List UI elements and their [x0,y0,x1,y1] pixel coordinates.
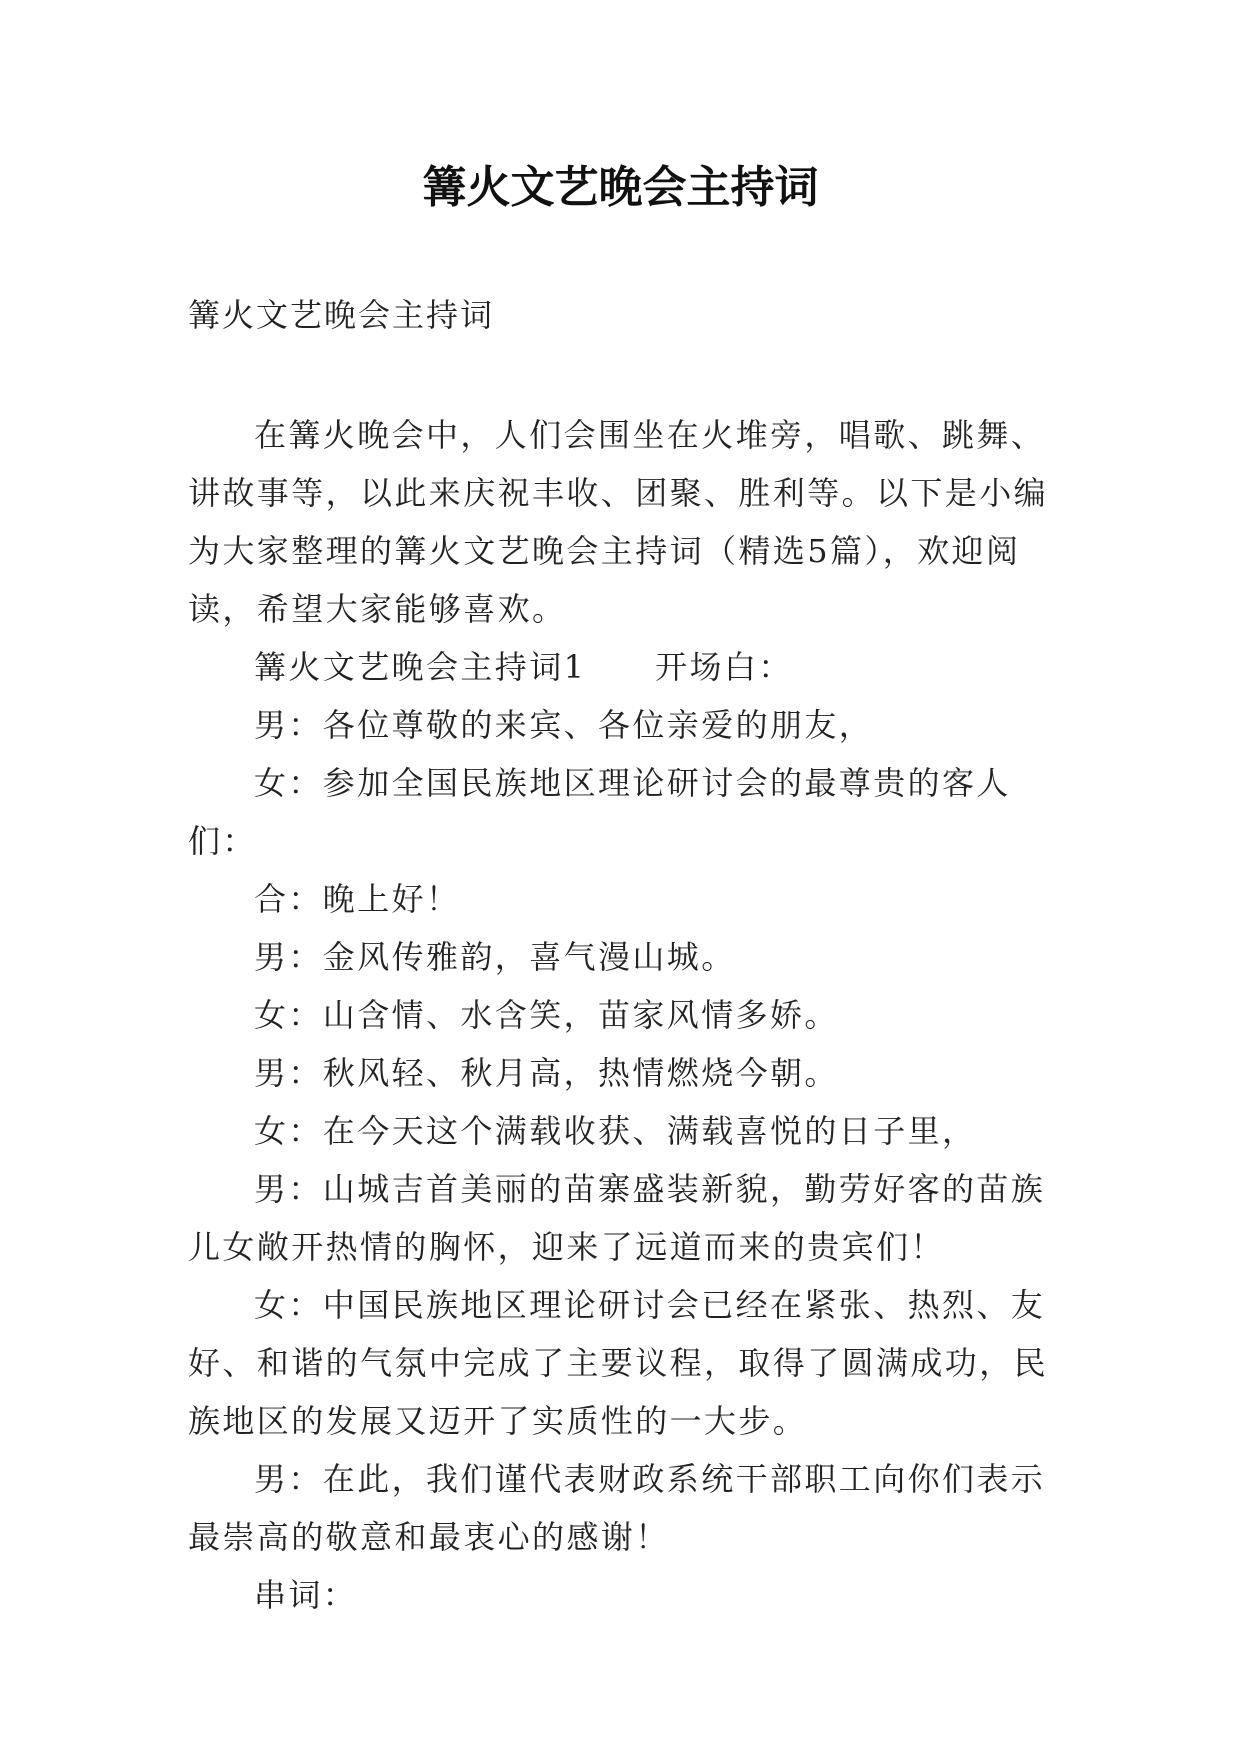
paragraph-intro: 在篝火晚会中，人们会围坐在火堆旁，唱歌、跳舞、讲故事等，以此来庆祝丰收、团聚、胜利等。以下是小编为大家整理的篝火文艺晚会主持词（精选5篇），欢迎阅读，希望大家能够喜欢。 [188,416,1049,628]
paragraph-line: 合：晚上好！ [254,880,461,918]
paragraph-line: 女：参加全国民族地区理论研讨会的最尊贵的客人们： [188,764,1011,860]
paragraph-line: 男：各位尊敬的来宾、各位亲爱的朋友， [254,706,874,744]
document-body [188,406,1058,1624]
paragraph-line: 女：中国民族地区理论研讨会已经在紧张、热烈、友好、和谐的气氛中完成了主要议程，取得了圆满成功，民族地区的发展又迈开了实质性的一大步。 [188,1286,1049,1440]
paragraph-section-heading: 篝火文艺晚会主持词1 开场白： [254,648,793,686]
document-title: 篝火文艺晚会主持词 [422,162,819,213]
paragraph-line: 女：山含情、水含笑，苗家风情多娇。 [254,996,839,1034]
paragraph-line: 串词： [254,1576,358,1614]
paragraph-line: 男：在此，我们谨代表财政系统干部职工向你们表示最崇高的敬意和最衷心的感谢！ [188,1460,1046,1556]
paragraph-line: 男：金风传雅韵，喜气漫山城。 [254,938,736,976]
paragraph-line: 女：在今天这个满载收获、满载喜悦的日子里， [254,1112,977,1150]
paragraph-line: 男：山城吉首美丽的苗寨盛装新貌，勤劳好客的苗族儿女敞开热情的胸怀，迎来了远道而来的贵宾们！ [188,1170,1046,1266]
paragraph-line: 男：秋风轻、秋月高，热情燃烧今朝。 [254,1054,839,1092]
document-subtitle: 篝火文艺晚会主持词 [188,296,495,334]
